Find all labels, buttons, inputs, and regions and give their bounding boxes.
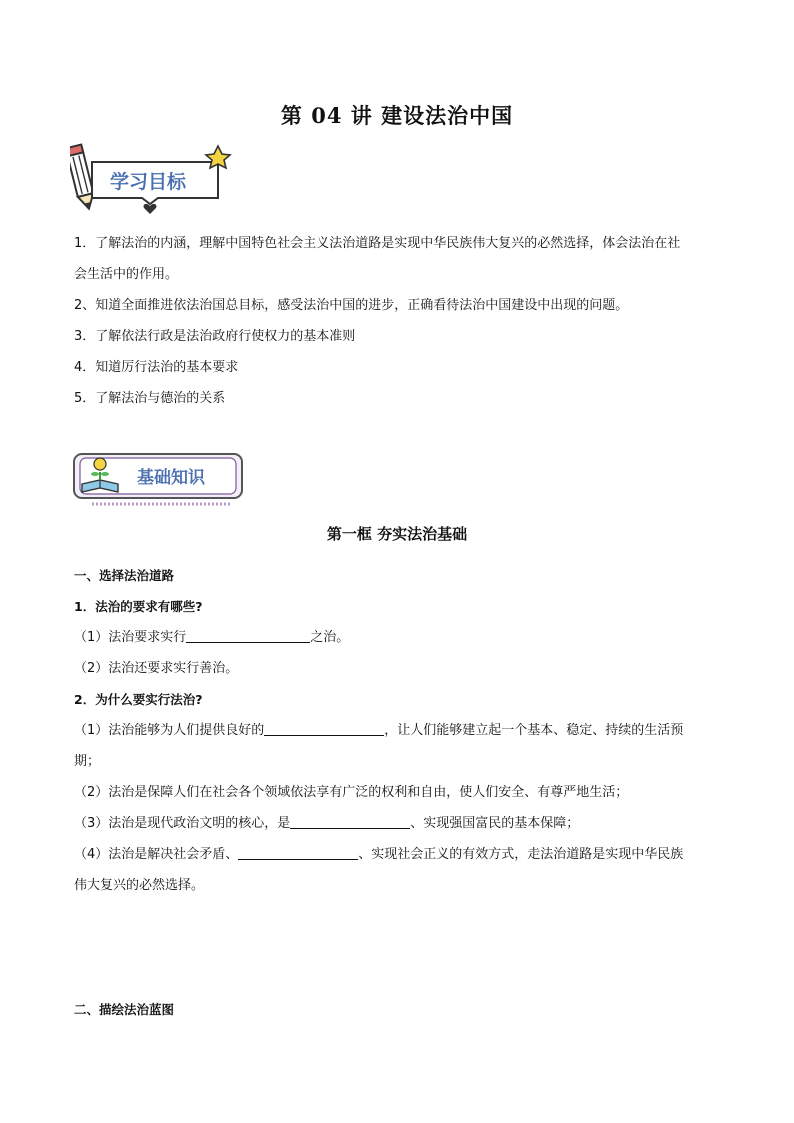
question-1: 1．法治的要求有哪些?: [74, 599, 203, 614]
answer-line: [74, 808, 734, 839]
learning-goals-badge: [70, 140, 240, 219]
answer-text: 之治。: [310, 630, 350, 645]
answer-text: （4）法治是解决社会矛盾、: [74, 847, 239, 862]
basic-knowledge-badge: [72, 450, 247, 512]
answer-text: 、实现社会正义的有效方式，走法治道路是实现中华民族: [358, 847, 684, 862]
answer-text: ，让人们能够建立起一个基本、稳定、持续的生活预: [384, 723, 684, 738]
answer-line: 期；: [74, 754, 101, 769]
answer-text: 、实现强国富民的基本保障；: [410, 816, 580, 831]
answer-line: [74, 839, 734, 870]
fill-blank[interactable]: [238, 845, 358, 860]
part1-heading: 一、选择法治道路: [74, 568, 175, 583]
answer-text: （3）法治是现代政治文明的核心，是: [74, 816, 291, 831]
pencil-star-icon: [70, 140, 240, 215]
book-lightbulb-icon: [72, 450, 247, 508]
part2-heading: 二、描绘法治蓝图: [74, 1002, 175, 1017]
answer-line: [74, 715, 734, 746]
page-title: 第 04 讲 建设法治中国: [280, 103, 514, 128]
svg-text:学习目标: 学习目标: [110, 171, 187, 193]
goal-line: 4．知道厉行法治的基本要求: [74, 360, 239, 375]
spacer: [74, 901, 734, 994]
goal-line: 2、知道全面推进依法治国总目标，感受法治中国的进步，正确看待法治中国建设中出现的问题。: [74, 298, 629, 313]
goal-line: 3．了解依法行政是法治政府行使权力的基本准则: [74, 329, 356, 344]
worksheet-body: [74, 560, 734, 1025]
fill-blank[interactable]: [290, 814, 410, 829]
question-2: 2．为什么要实行法治?: [74, 692, 203, 707]
goal-line: 5．了解法治与德治的关系: [74, 391, 226, 406]
svg-text:基础知识: 基础知识: [137, 468, 205, 488]
fill-blank[interactable]: [264, 721, 384, 736]
fill-blank[interactable]: [186, 628, 310, 643]
answer-line: （2）法治还要求实行善治。: [74, 661, 239, 676]
answer-line: 伟大复兴的必然选择。: [74, 878, 205, 893]
learning-goals-list: [74, 228, 734, 414]
answer-text: （1）法治能够为人们提供良好的: [74, 723, 265, 738]
answer-text: （1）法治要求实行: [74, 630, 187, 645]
goal-line: 会生活中的作用。: [74, 267, 179, 282]
answer-line: （2）法治是保障人们在社会各个领域依法享有广泛的权利和自由，使人们安全、有尊严地生活；: [74, 785, 629, 800]
section-title: 第一框 夯实法治基础: [326, 525, 468, 543]
goal-line: 1．了解法治的内涵，理解中国特色社会主义法治道路是实现中华民族伟大复兴的必然选择，体会法治在社: [74, 236, 681, 251]
answer-line: [74, 622, 734, 653]
